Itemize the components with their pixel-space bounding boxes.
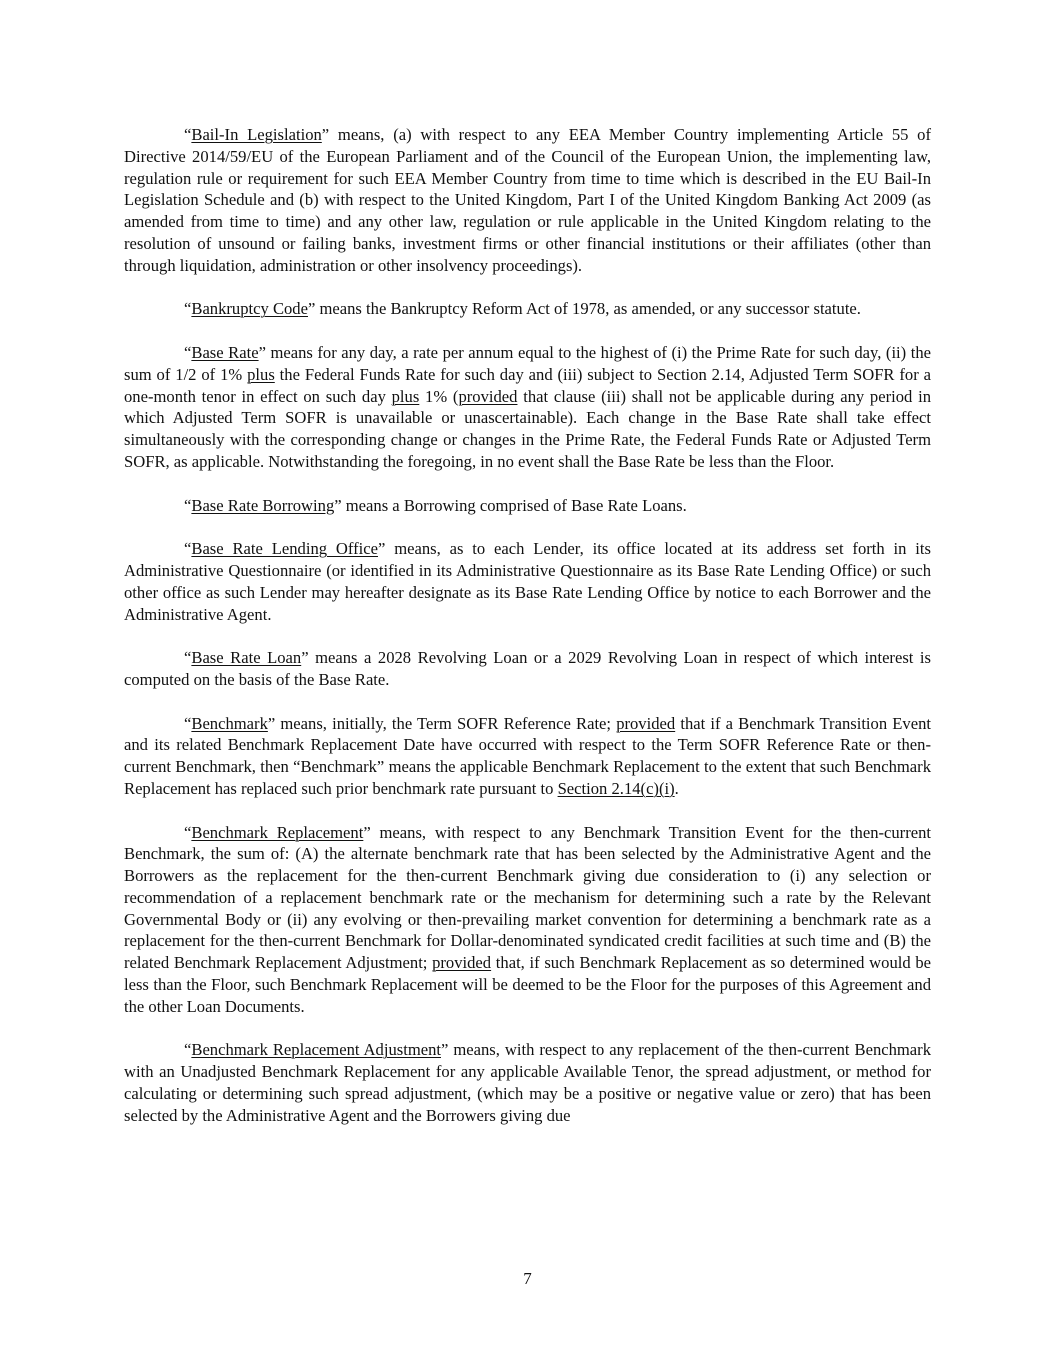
defined-term: Base Rate Loan [191,648,302,668]
definition-base-rate-borrowing [124,495,931,517]
definition-text: “ [184,648,192,668]
definition-text: “ [184,495,192,515]
definition-text: ” means, (a) with respect to any EEA Member Country implementing Article 55 of Directive 2014/59/EU of the European Parliament and of the Council of the European Union, the implementing law, regulation rule or requirement for such EEA Member Country from time to time which is described in the EU Bail-In Legislation Schedule and (b) with respect to the United Kingdom, Part I of the United Kingdom Banking Act 2009 (as amended from time to time) and any other law, regulation or rule applicable in the United Kingdom relating to the resolution of unsound or failing banks, investment firms or other financial institutions or their affiliates (other than through liquidation, administration or other insolvency proceedings). [124,125,931,275]
defined-term: Bankruptcy Code [191,299,308,319]
defined-term: provided [458,386,518,406]
defined-term: Benchmark Replacement Adjustment [191,1040,441,1060]
definition-text: ” means a Borrowing comprised of Base Rate Loans. [334,495,687,515]
definition-text: ” means, with respect to any Benchmark Transition Event for the then-current Benchmark, the sum of: (A) the alternate benchmark rate that has been selected by the Administrative Agent and the Borrowers as the replacement for the then-current Benchmark giving due consideration to (i) any selection or recommendation of a replacement benchmark rate or the mechanism for determining such a rate by the Relevant Governmental Body or (ii) any evolving or then-prevailing market convention for determining a benchmark rate as a replacement for the then-current Benchmark for Dollar-denominated syndicated credit facilities at such time and (B) the related Benchmark Replacement Adjustment; [124,822,931,973]
definition-base-rate [124,342,931,473]
defined-term: Benchmark [191,713,268,733]
definition-text: that, if such Benchmark Replacement as so determined would be less than the Floor, such Benchmark Replacement will be deemed to be the Floor for the purposes of this Agreement and the other Loan Documents. [124,953,931,1016]
page-number: 7 [523,1269,532,1288]
definition-text: “ [184,539,192,559]
definition-text: ” means a 2028 Revolving Loan or a 2029 Revolving Loan in respect of which interest is computed on the basis of the Base Rate. [124,648,931,689]
definition-text: ” means the Bankruptcy Reform Act of 1978, as amended, or any successor statute. [307,299,861,319]
defined-term: provided [432,953,492,973]
defined-term: plus [391,386,420,406]
definition-text: “ [184,342,192,362]
definition-text: the Federal Funds Rate for such day and (iii) subject to Section 2.14, Adjusted Term SOFR for a one-month tenor in effect on such day [124,364,932,406]
definition-bankruptcy-code [124,298,931,320]
definition-text: ” means, initially, the Term SOFR Reference Rate; [267,713,617,733]
defined-term: Base Rate [191,342,259,362]
definition-text: ” means, as to each Lender, its office located at its address set forth in its Administrative Questionnaire (or identified in its Administrative Questionnaire as its Base Rate Lending Office) or such other office as such Lender may hereafter designate as its Base Rate Lending Office by notice to each Borrower and the Administrative Agent. [124,539,931,624]
definition-base-rate-loan [124,647,931,691]
defined-term: Bail-In Legislation [191,125,322,144]
definition-text: “ [184,299,192,319]
definition-text: “ [184,713,192,733]
definition-text: ” means, with respect to any replacement of the then-current Benchmark with an Unadjusted Benchmark Replacement for any applicable Available Tenor, the spread adjustment, or method for calculating or determining such spread adjustment, (which may be a positive or negative value or zero) that has been selected by the Administrative Agent and the Borrowers giving due [124,1040,931,1125]
definition-text: ” means for any day, a rate per annum equal to the highest of (i) the Prime Rate for such day, (ii) the sum of 1/2 of 1% [124,342,931,384]
definition-benchmark [124,713,931,800]
definition-text: “ [184,822,192,842]
defined-term: provided [616,713,676,733]
definition-text: “ [184,1040,192,1060]
definition-text: “ [184,125,192,144]
definition-benchmark-replacement-adjustment [124,1039,931,1126]
defined-term: Base Rate Borrowing [191,495,335,515]
definition-text: 1% ( [419,386,459,406]
defined-term: plus [247,364,275,384]
definition-text: . [674,778,679,798]
defined-term: Benchmark Replacement [191,822,364,842]
definition-base-rate-lending-office [124,538,931,625]
definition-text: that if a Benchmark Transition Event and its related Benchmark Replacement Date have occurred with respect to the Term SOFR Reference Rate or then-current Benchmark, then “Benchmark” means the applicable Benchmark Replacement to the extent that such Benchmark Replacement has replaced such prior benchmark rate pursuant to [124,713,931,798]
definition-bail-in-legislation [124,124,931,277]
defined-term: Base Rate Lending Office [191,539,378,559]
definition-text: that clause (iii) shall not be applicable during any period in which Adjusted Term SOFR is unavailable or unascertainable). Each change in the Base Rate shall take effect simultaneously with the corresponding change or changes in the Prime Rate, the Federal Funds Rate or Adjusted Term SOFR, as applicable. Notwithstanding the foregoing, in no event shall the Base Rate be less than the Floor. [124,386,931,471]
defined-term: Section 2.14(c)(i) [557,778,675,798]
definition-benchmark-replacement [124,822,931,1018]
document-page [124,124,931,1148]
